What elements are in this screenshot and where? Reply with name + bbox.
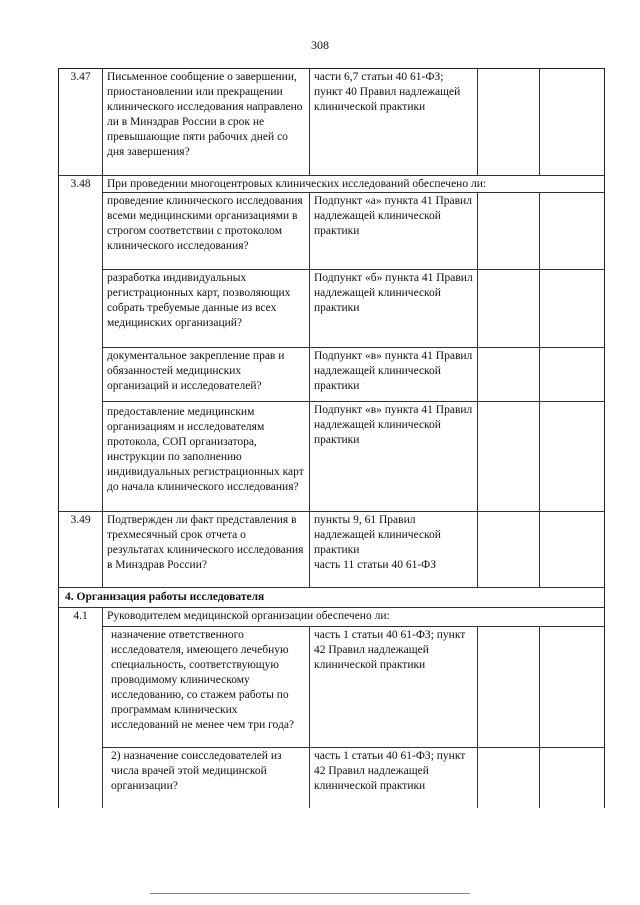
answer-cell bbox=[478, 348, 540, 401]
checklist-table bbox=[58, 68, 605, 808]
answer-cell bbox=[478, 627, 540, 747]
row-number: 3.48 bbox=[59, 176, 103, 511]
note-cell bbox=[540, 270, 604, 347]
section-row bbox=[59, 588, 604, 608]
reference-cell: Подпункт «б» пункта 41 Правил надлежащей клинической практики bbox=[310, 270, 478, 347]
group-header: Руководителем медицинской организации обеспечено ли: bbox=[107, 610, 390, 622]
question-cell: разработка индивидуальных регистрационных карт, позволяющих собрать требуемые данные из всех медицинских организаций? bbox=[103, 270, 310, 347]
question-cell: предоставление медицинским организациям и исследователям протокола, СОП организатора, инструкции по заполнению индивидуальных регистрационных карт до начала клинического исследования? bbox=[103, 402, 310, 511]
reference-cell: часть 1 статьи 40 61-ФЗ; пункт 42 Правил надлежащей клинической практики bbox=[310, 748, 478, 808]
table-row bbox=[59, 176, 604, 512]
reference-cell: Подпункт «а» пункта 41 Правил надлежащей клинической практики bbox=[310, 193, 478, 269]
page-number: 308 bbox=[311, 38, 329, 52]
section-title: 4. Организация работы исследователя bbox=[65, 591, 265, 603]
reference-cell: Подпункт «в» пункта 41 Правил надлежащей клинической практики bbox=[310, 402, 478, 511]
note-cell bbox=[540, 402, 604, 511]
table-row bbox=[59, 512, 604, 588]
reference-cell: части 6,7 статьи 40 61-ФЗ; пункт 40 Правил надлежащей клинической практики bbox=[310, 69, 478, 175]
note-cell bbox=[540, 748, 604, 808]
answer-cell bbox=[478, 193, 540, 269]
table-row bbox=[59, 608, 604, 808]
question-cell: Подтвержден ли факт представления в трехмесячный срок отчета о результатах клинического исследования в Минздрав России? bbox=[103, 512, 310, 587]
row-number: 3.47 bbox=[59, 69, 103, 175]
note-cell bbox=[540, 193, 604, 269]
question-cell: 2) назначение соисследователей из числа врачей этой медицинской организации? bbox=[103, 748, 310, 808]
question-cell: документальное закрепление прав и обязанностей медицинских организаций и исследователей? bbox=[103, 348, 310, 401]
answer-cell bbox=[478, 270, 540, 347]
reference-cell: пункты 9, 61 Правил надлежащей клинической практики часть 11 статьи 40 61-ФЗ bbox=[310, 512, 478, 587]
reference-cell: Подпункт «в» пункта 41 Правил надлежащей клинической практики bbox=[310, 348, 478, 401]
row-number: 3.49 bbox=[59, 512, 103, 587]
answer-cell bbox=[478, 402, 540, 511]
question-cell: назначение ответственного исследователя, имеющего лечебную специальность, соответствующую проводимому клиническому исследованию, со стажем работы по программам клинических исследований не менее чем три года? bbox=[103, 627, 310, 747]
page-bottom-rule bbox=[150, 893, 470, 894]
table-row bbox=[59, 69, 604, 176]
question-cell: проведение клинического исследования всеми медицинскими организациями в строгом соответствии с протоколом клинического исследования? bbox=[103, 193, 310, 269]
answer-cell bbox=[478, 512, 540, 587]
question-cell: Письменное сообщение о завершении, приостановлении или прекращении клинического исследования направлено ли в Минздрав России в срок не превышающие пяти рабочих дней со дня завершения? bbox=[103, 69, 310, 175]
group-header: При проведении многоцентровых клинических исследований обеспечено ли: bbox=[107, 178, 487, 190]
row-number: 4.1 bbox=[59, 608, 103, 808]
answer-cell bbox=[478, 69, 540, 175]
reference-cell: часть 1 статьи 40 61-ФЗ; пункт 42 Правил надлежащей клинической практики bbox=[310, 627, 478, 747]
note-cell bbox=[540, 348, 604, 401]
note-cell bbox=[540, 512, 604, 587]
note-cell bbox=[540, 69, 604, 175]
note-cell bbox=[540, 627, 604, 747]
answer-cell bbox=[478, 748, 540, 808]
